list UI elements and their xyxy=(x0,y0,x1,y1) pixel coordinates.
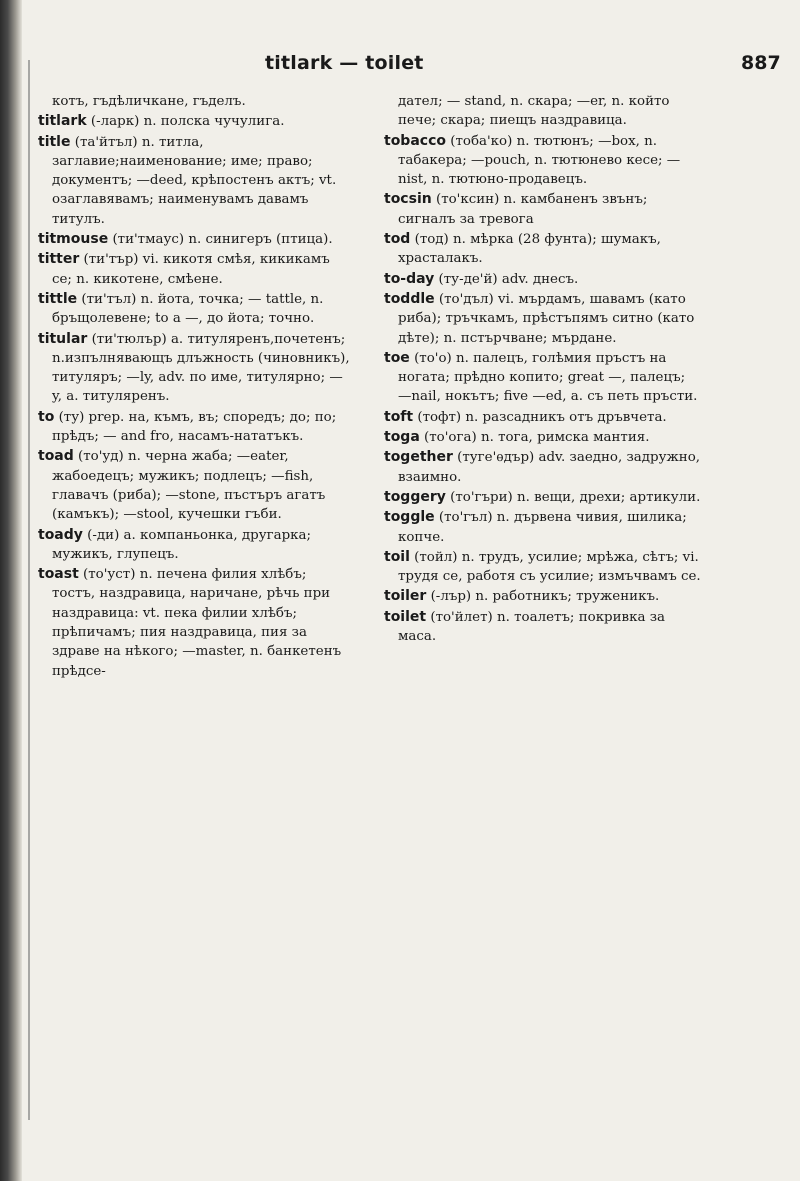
definition-text: (то'дъл) vi. мърдамъ, шавамъ (като риба); тръчкамъ, прѣстъпямъ ситно (като дѣте); n. пстърчване; мърдане. xyxy=(398,291,699,346)
headword: tobacco xyxy=(384,132,446,149)
dictionary-entry xyxy=(38,92,352,111)
headword: toggery xyxy=(384,488,446,505)
dictionary-entry xyxy=(384,349,702,407)
dictionary-entry xyxy=(384,508,702,547)
definition-text: котъ, гъдѣличкане, гъделъ. xyxy=(52,94,246,109)
headword: toil xyxy=(384,548,410,565)
definition-text: (ту) prep. на, къмъ, въ; споредъ; до; по; прѣдъ; — and fro, насамъ-нататъкъ. xyxy=(52,409,341,445)
headword: toiler xyxy=(384,588,427,605)
definition-text: (то'о) n. палецъ, голѣмия пръстъ на ногата; прѣдно копито; great —, палецъ; —nail, нокътъ; five —ed, a. съ петь пръсти. xyxy=(398,350,698,405)
left-column xyxy=(38,92,352,682)
definition-text: (то'ога) n. тога, римска мантия. xyxy=(419,430,650,446)
definition-text: (ти'тюлър) a. титуляренъ,почетенъ; n.изпълнявающъ длъжность (чиновникъ), титуляръ; —ly, adv. по име, титулярно; —y, a. титуляренъ. xyxy=(52,331,354,405)
dictionary-entry xyxy=(38,447,352,524)
headword: toilet xyxy=(384,608,427,625)
headword: toddle xyxy=(384,290,435,307)
definition-text: (то'уст) n. печена филия хлѣбъ; тостъ, наздравица, наричане, рѣчь при наздравица: vt. пека филии хлѣбъ; прѣпичамъ; пия наздравица, пия за здраве на нѣкого; —master, n. банкетенъ прѣдсе- xyxy=(52,567,346,679)
headword: title xyxy=(38,133,71,150)
dictionary-entry xyxy=(384,587,702,606)
dictionary-entry xyxy=(384,428,702,447)
dictionary-entry xyxy=(384,290,702,348)
definition-text: (тойл) n. трудъ, усилие; мрѣжа, сѣтъ; vi. трудя се, работя съ усилие; измъчвамъ се. xyxy=(398,549,704,585)
book-spine-shadow xyxy=(0,0,22,1181)
definition-text: (то'уд) n. черна жаба; —eater, жабоедецъ; мужикъ; подлецъ; —fish, главачъ (риба); —stone, пъстъръ агатъ (камъкъ); —stool, кучешки гъби. xyxy=(52,449,330,523)
page-header xyxy=(0,52,800,82)
definition-text: (ту-де'й) adv. днесъ. xyxy=(434,271,579,287)
headword: to xyxy=(38,408,55,425)
dictionary-entry xyxy=(38,133,352,229)
headword: together xyxy=(384,449,453,466)
dictionary-entry xyxy=(384,548,702,587)
definition-text: (тоба'ко) n. тютюнъ; —box, n. табакера; —pouch, n. тютюнево кесе; —nist, n. тютюно-продавецъ. xyxy=(398,133,681,188)
headword: titter xyxy=(38,251,80,268)
dictionary-entry xyxy=(384,132,702,190)
definition-text: (-лър) n. работникъ; труженикъ. xyxy=(426,589,660,605)
headword: toggle xyxy=(384,509,435,526)
headword: tocsin xyxy=(384,191,432,208)
definition-text: (туге'ѳдър) adv. заедно, задружно, взаимно. xyxy=(398,450,705,485)
headword: toga xyxy=(384,429,420,446)
dictionary-entry xyxy=(384,230,702,269)
headword: to-day xyxy=(384,270,435,287)
definition-text: (та'йтъл) n. титла, заглавие;наименование; име; право; документъ; —deed, крѣпостенъ актъ; vt. озаглавявамъ; наименувамъ давамъ титулъ. xyxy=(52,134,341,227)
dictionary-entry xyxy=(384,190,702,229)
right-column xyxy=(384,92,705,647)
definition-text: (то'гъл) n. дървена чивия, шилика; копче. xyxy=(398,510,692,545)
dictionary-entry xyxy=(384,270,702,289)
dictionary-entry xyxy=(384,488,702,507)
dictionary-entry xyxy=(38,526,352,565)
headword: toft xyxy=(384,408,414,425)
headword: toad xyxy=(38,448,74,465)
dictionary-entry xyxy=(38,330,352,407)
headword: tod xyxy=(384,231,411,248)
dictionary-entry xyxy=(38,290,352,329)
definition-text: (-ларк) n. полска чучулига. xyxy=(86,114,285,130)
headword: titlark xyxy=(38,113,87,130)
definition-text: (ти'тър) vi. кикотя смѣя, кикикамъ се; n. кикотене, смѣене. xyxy=(52,252,335,287)
definition-text: (ти'тмаус) n. синигеръ (птица). xyxy=(108,232,333,248)
definition-text: (то'ксин) n. камбаненъ звънъ; сигналъ за тревога xyxy=(398,192,652,227)
headword: toast xyxy=(38,566,79,583)
dictionary-entry xyxy=(384,448,705,487)
headword: toady xyxy=(38,526,83,543)
definition-text: (ти'тъл) n. йота, точка; — tattle, n. бръщолевене; to a —, до йота; точно. xyxy=(52,291,328,327)
headword: titmouse xyxy=(38,231,109,248)
column-rule xyxy=(28,60,30,1120)
dictionary-entry xyxy=(38,565,352,681)
dictionary-entry xyxy=(38,408,352,447)
headword: toe xyxy=(384,349,410,366)
headword: titular xyxy=(38,330,88,347)
definition-text: (то'гъри) n. вещи, дрехи; артикули. xyxy=(445,489,701,505)
headword: tittle xyxy=(38,290,78,307)
dictionary-entry xyxy=(38,112,352,131)
dictionary-entry xyxy=(384,92,702,131)
dictionary-entry xyxy=(384,608,702,647)
dictionary-entry xyxy=(38,250,352,289)
running-head: titlark — toilet xyxy=(265,52,424,74)
dictionary-entry xyxy=(38,230,352,249)
page-number: 887 xyxy=(741,52,781,74)
definition-text: дател; — stand, n. скара; —er, n. който пече; скара; пиещъ наздравица. xyxy=(398,94,674,129)
definition-text: (то'йлет) n. тоалетъ; покривка за маса. xyxy=(398,609,670,645)
definition-text: (-ди) a. компаньонка, другарка; мужикъ, глупецъ. xyxy=(52,527,316,562)
definition-text: (тод) n. мѣрка (28 фунта); шумакъ, храсталакъ. xyxy=(398,232,666,267)
dictionary-entry xyxy=(384,408,702,427)
definition-text: (тофт) n. разсадникъ отъ дръвчета. xyxy=(413,409,667,425)
